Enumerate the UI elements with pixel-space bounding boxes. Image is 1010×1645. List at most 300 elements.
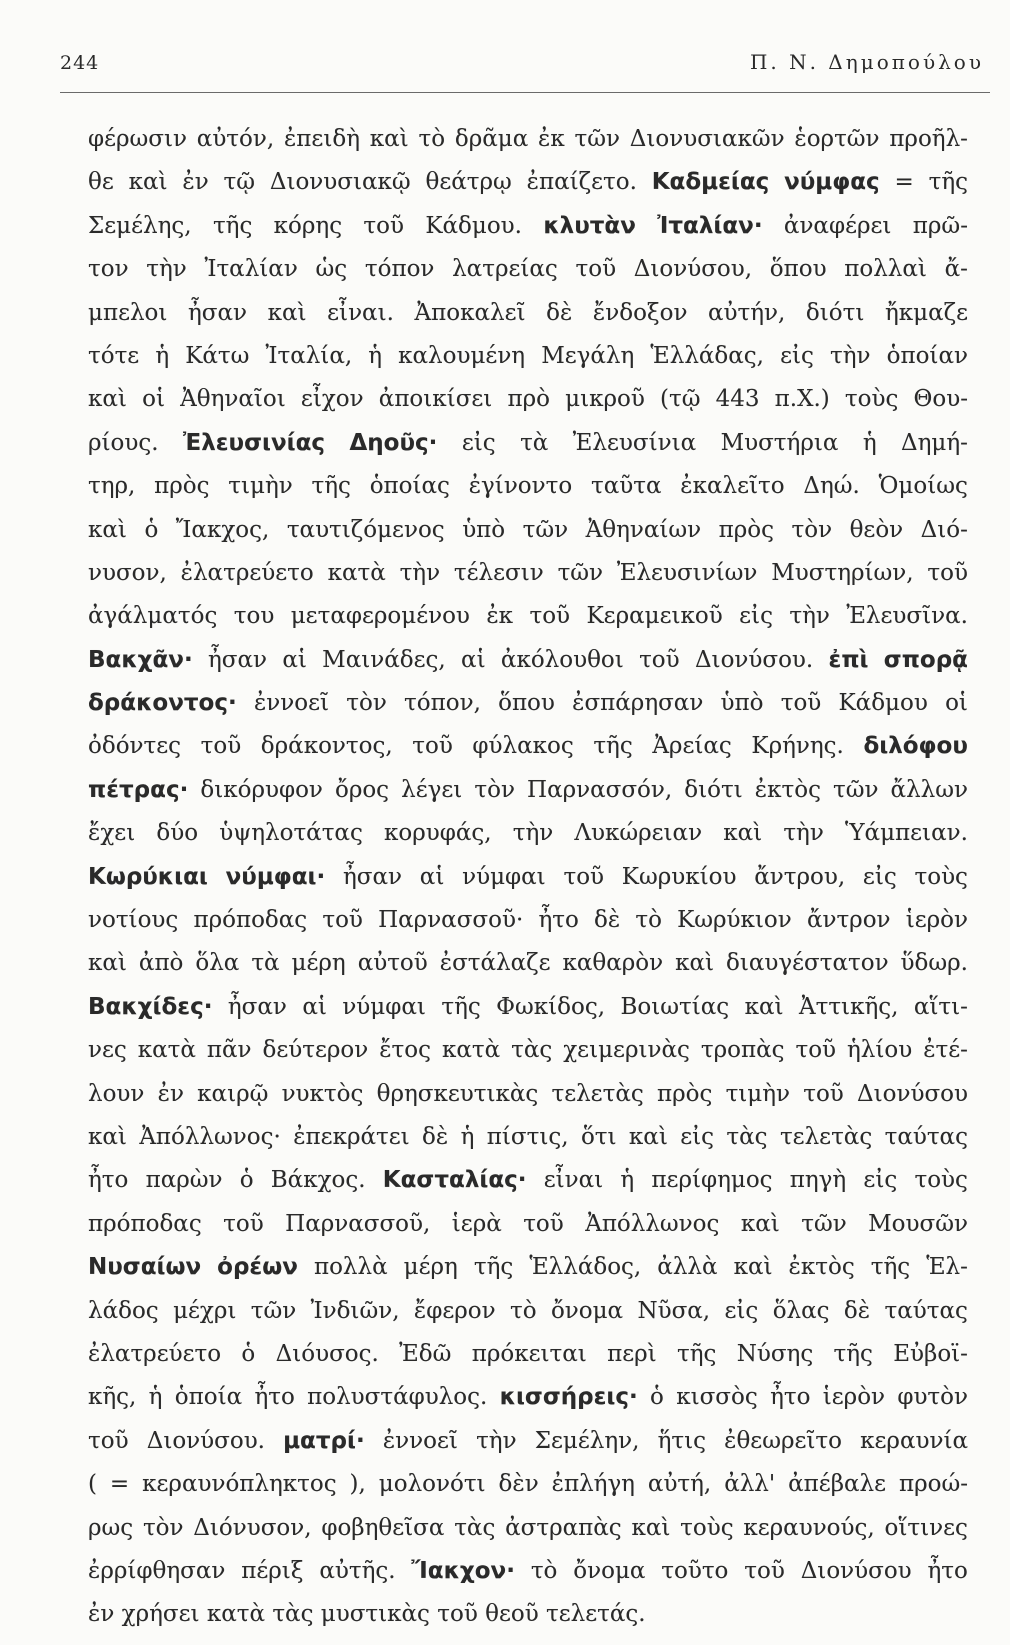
word: Σεμέλης, (88, 212, 192, 239)
word: ἤκμαζε (884, 299, 968, 326)
word: τοῦ (322, 907, 363, 934)
word: ὅλα (195, 950, 240, 977)
word: καὶ (88, 516, 127, 543)
term-word: Δηοῦς· (349, 429, 438, 456)
term-word: Καδμείας (651, 169, 770, 196)
word: οἱ (945, 690, 968, 717)
term-word: κισσήρεις· (499, 1384, 638, 1411)
word: τὸ (635, 907, 662, 934)
word: ὄνομα (573, 1557, 646, 1584)
word: νύμφαι (342, 993, 426, 1020)
term-word: ὀρέων (217, 1254, 298, 1281)
word: ὅτι (580, 1123, 617, 1150)
word: αἱ (461, 646, 486, 673)
word: ἔνδοξον (592, 299, 688, 326)
word: πολλαὶ (844, 256, 927, 283)
word: δράκοντος, (260, 733, 393, 760)
word: = (894, 169, 914, 196)
word: κεραυνόπληκτος (142, 1471, 337, 1498)
word: Διόυσος. (275, 1340, 379, 1367)
word: αἱ (419, 863, 445, 890)
word: τοῦ (639, 646, 680, 673)
word: φύλακος (472, 733, 574, 760)
word: ἡ (620, 1167, 635, 1194)
word: Διονύσου, (633, 256, 753, 283)
word: θρησκευτικὰς (376, 1080, 539, 1107)
text-line (88, 169, 968, 212)
word: ὅπου (498, 690, 555, 717)
word: νύμφαι (462, 863, 546, 890)
word: Διονύσου (800, 1557, 912, 1584)
word: κορυφάς, (384, 820, 492, 847)
term-word: νύμφας (784, 169, 880, 196)
word: ἐπειδὴ (283, 126, 360, 152)
word: πηγὴ (789, 1167, 847, 1194)
word: αἱ (282, 646, 307, 673)
word: ἐσπάρησαν (572, 690, 704, 717)
word: Ἀπόλλωνος· (139, 1123, 281, 1150)
word: τὸ (530, 1557, 558, 1584)
word: πολλὰ (313, 1254, 388, 1281)
word: Κωρύκιον (677, 907, 792, 934)
text-line (88, 1167, 968, 1210)
word: προῆλ- (889, 126, 968, 152)
word: ἱερὸν (905, 907, 968, 934)
word: Ἰταλία, (265, 342, 353, 369)
word: ( (88, 1471, 97, 1498)
word: 443 (715, 386, 760, 413)
word: Λυκώρειαν (574, 820, 703, 847)
word: πέριξ (241, 1557, 304, 1584)
word: νυσον, (88, 559, 167, 586)
word: ἡ (862, 429, 877, 456)
text-line (88, 647, 968, 690)
word: ἀστραπὰς (505, 1514, 622, 1541)
word: τοῦ (803, 1080, 844, 1107)
text-line (88, 994, 968, 1037)
word: Ἑλλάδος, (529, 1254, 642, 1281)
word: ἀπὸ (138, 950, 184, 977)
word: εἰς (724, 1297, 759, 1324)
word: Ἀθηναίων (585, 516, 702, 543)
text-line (88, 1037, 968, 1080)
word: καὶ (88, 386, 127, 413)
word: αὐτόν, (196, 126, 275, 152)
word: πολυστάφυλος. (307, 1384, 488, 1411)
page-header (60, 44, 990, 84)
text-line (88, 777, 968, 820)
word: ἐθεωρεῖτο (724, 1427, 842, 1454)
word: ἀπέβαλε (788, 1471, 887, 1498)
word: τοῦ (223, 1210, 264, 1237)
word: διότι (684, 776, 743, 803)
word: διαυγέστατον (726, 950, 889, 977)
word: ἦσαν (343, 863, 403, 890)
word: τοῦ (927, 559, 968, 586)
text-line (88, 126, 968, 169)
word: Μουσῶν (868, 1210, 968, 1237)
word: Κρήνης. (751, 733, 844, 760)
word: Κεραμεικοῦ (586, 603, 723, 630)
word: ὅλας (772, 1297, 830, 1324)
text-line (88, 430, 968, 473)
word: πρῶ- (912, 212, 968, 239)
word: τὴν (830, 342, 871, 369)
word: ἐρρίφθησαν (88, 1557, 226, 1584)
running-head: Π. Ν. Δημοπούλου (749, 50, 984, 74)
word: τῆς (311, 473, 351, 500)
word: Ἑλ- (926, 1254, 968, 1281)
term-word: ἐπὶ (828, 646, 869, 673)
word: ἔφερον (413, 1297, 496, 1324)
word: περὶ (607, 1340, 657, 1367)
word: τῆς (441, 993, 481, 1020)
word: τῶν (574, 126, 620, 152)
word: ὁ (241, 1340, 256, 1367)
word: τὰ (520, 429, 549, 456)
word: κεραυνούς, (743, 1514, 875, 1541)
word: καὶ (733, 1254, 773, 1281)
word: κισσὸς (676, 1384, 758, 1411)
word: τὰς (511, 1037, 553, 1064)
word: τὴν (399, 559, 441, 586)
word: θεάτρῳ (425, 169, 512, 196)
word: ὁ (239, 1167, 254, 1194)
word: τὸν (474, 776, 515, 803)
word: τὴν (512, 820, 554, 847)
word: δὲ (843, 1297, 871, 1324)
word: καὶ (675, 950, 715, 977)
text-line (88, 560, 968, 603)
text-line (88, 1081, 968, 1124)
word: Διό- (920, 516, 968, 543)
text-line (88, 300, 968, 343)
word: λατρείας (452, 256, 558, 283)
word: νες (88, 1037, 127, 1064)
word: τοῦ (563, 863, 605, 890)
word: ὁ (650, 1384, 664, 1411)
word: Φωκίδος, (496, 993, 606, 1020)
word: π.Χ.) (774, 386, 830, 413)
word: κόρης (273, 212, 343, 239)
term-word: Κασταλίας· (382, 1167, 527, 1194)
word: Διονυσιακῷ (269, 169, 411, 196)
word: τοῦ (795, 1037, 837, 1064)
word: ταύτας (884, 1123, 968, 1150)
term-word: κλυτὰν (543, 212, 636, 239)
text-line (88, 690, 968, 733)
word: Ἰνδιῶν, (310, 1297, 400, 1324)
word: εἰς (780, 342, 814, 369)
word: τοῦ (529, 603, 571, 630)
word: φυτὸν (897, 1384, 968, 1411)
word: τὸν (791, 516, 833, 543)
word: ταῦτα (591, 473, 662, 500)
word: δὲ (546, 299, 573, 326)
term-word: Ἐλευσινίας (183, 429, 326, 456)
term-word: σπορᾷ (883, 646, 968, 673)
word: εἰς (461, 429, 496, 456)
word: δικόρυφον (200, 776, 323, 803)
word: τοὺς (914, 863, 968, 890)
word: τοῦ (523, 1210, 564, 1237)
word: ἐν (88, 1601, 115, 1628)
word: τὰ (251, 950, 280, 977)
word: Μυστήρια (720, 429, 839, 456)
text-line (88, 1254, 968, 1297)
word: ἡ (155, 342, 170, 369)
word: τὸν (346, 690, 387, 717)
word: μπελοι (88, 299, 168, 326)
word: καὶ (88, 950, 127, 977)
word: ἦτο (254, 1384, 295, 1411)
word: ὡς (315, 256, 348, 283)
word: πρόκειται (471, 1340, 587, 1367)
word: ἐλατρεύετο (88, 1340, 222, 1367)
header-rule (60, 92, 990, 93)
word: τιμὴν (725, 1080, 791, 1107)
word: ἐστάλαζε (439, 950, 551, 977)
page-number: 244 (60, 52, 100, 74)
word: Βοιωτίας (620, 993, 730, 1020)
word: Ἐλευσίνια (572, 429, 697, 456)
word: ὁ (144, 516, 159, 543)
word: Κάδμου. (425, 212, 522, 239)
word: τον (88, 256, 129, 283)
word: ὑψηλοτάτας (219, 820, 363, 847)
word: οἵτινες (884, 1514, 968, 1541)
word: Διόνυσον, (193, 1514, 312, 1541)
word: καιρῷ (197, 1080, 269, 1107)
word: καὶ (744, 993, 784, 1020)
word: αὐτήν, (708, 299, 786, 326)
word: ἱερὸν (822, 1384, 886, 1411)
word: εἰς (862, 863, 897, 890)
word: τόπον, (404, 690, 481, 717)
word: τοῦ (412, 733, 453, 760)
word: τὴν (789, 603, 830, 630)
word: τηρ, (88, 473, 136, 500)
word: χειμερινὰς (563, 1037, 690, 1064)
word: ἐννοεῖ (253, 690, 330, 717)
word: Ἀττικῆς, (799, 993, 899, 1020)
word: μικροῦ (565, 386, 645, 413)
word: τοῦ (575, 256, 617, 283)
word: καὶ (628, 1123, 668, 1150)
word: ταύτας (884, 1297, 968, 1324)
word: = (109, 1471, 130, 1498)
word: τῆς (677, 1340, 717, 1367)
word: ἄντρου, (754, 863, 846, 890)
word: τοῦ (780, 690, 822, 717)
word: Θου- (913, 386, 968, 413)
word: τῆς (593, 733, 633, 760)
word: ὁποία (174, 1384, 243, 1411)
word: πρόποδας (193, 907, 308, 934)
text-line (88, 864, 968, 907)
word: (τῷ (660, 386, 701, 413)
word: μέρη (403, 1254, 458, 1281)
word: ἀναφέρει (783, 212, 892, 239)
word: ἄντρον (806, 907, 891, 934)
word: ὁποίας (369, 473, 450, 500)
word: τιμὴν (228, 473, 293, 500)
word: παρὼν (145, 1167, 223, 1194)
text-line (88, 1601, 968, 1644)
word: λέγει (401, 776, 463, 803)
word: ἐκαλεῖτο (680, 473, 785, 500)
word: ἐκ (486, 603, 514, 630)
word: τότε (88, 342, 140, 369)
word: Διονύσου. (694, 646, 814, 673)
word: Ἴακχος, (175, 516, 270, 543)
text-line (88, 603, 968, 646)
word: εἶχον (300, 386, 364, 413)
word: τῶν (833, 776, 879, 803)
word: ἐγίνοντο (468, 473, 573, 500)
word: δεύτερον (262, 1037, 369, 1064)
word: αἵτι- (913, 993, 968, 1020)
word: τῆς (928, 169, 968, 196)
word: τὴν (783, 820, 824, 847)
word: καθαρὸν (562, 950, 664, 977)
word: ἦσαν (188, 299, 248, 326)
word: δρᾶμα (454, 126, 529, 152)
word: ὑπὸ (720, 690, 764, 717)
word: κεραυνία (860, 1427, 968, 1454)
word: τοὺς (914, 1167, 968, 1194)
word: τόπον (364, 256, 435, 283)
word: ὄρος (334, 776, 390, 803)
text-line (88, 517, 968, 560)
word: κῆς, (88, 1384, 137, 1411)
word: Ἀποκαλεῖ (414, 299, 526, 326)
word: Κωρυκίου (621, 863, 737, 890)
term-word: Βακχᾶν· (88, 646, 193, 673)
word: Διονύσου (857, 1080, 968, 1107)
word: καὶ (88, 1123, 127, 1150)
text-line (88, 1384, 968, 1427)
word: εἰς (739, 603, 773, 630)
word: ἦτο (927, 1557, 968, 1584)
word: ἦσαν (227, 993, 287, 1020)
word: ἡλίου (847, 1037, 913, 1064)
word: θε (88, 169, 114, 196)
word: τοῦτο (661, 1557, 729, 1584)
text-line (88, 1124, 968, 1167)
word: ἀλλ' (724, 1471, 776, 1498)
word: προώ- (898, 1471, 968, 1498)
word: ἀποικίσει (378, 386, 493, 413)
word: τῶν (250, 1297, 297, 1324)
word: τῶν (801, 1210, 847, 1237)
word: Σεμέλην, (534, 1427, 640, 1454)
word: τῶν (557, 559, 604, 586)
word: δὲ (593, 907, 621, 934)
word: τὴν (476, 1427, 517, 1454)
word: τὰς (726, 1123, 768, 1150)
word: Κάτω (185, 342, 250, 369)
word: ἡ (148, 1384, 163, 1411)
word: καὶ (128, 169, 168, 196)
word: ἡ (460, 1123, 475, 1150)
text-line (88, 256, 968, 299)
word: ἐπλήγη (551, 1471, 635, 1498)
word: ὀδόντες (88, 733, 182, 760)
word: μέχρι (173, 1297, 237, 1324)
word: πρὸς (154, 473, 210, 500)
word: Κάδμου (838, 690, 928, 717)
word: κατὰ (441, 1037, 501, 1064)
word: αὐτῆς. (319, 1557, 396, 1584)
word: τῶν (522, 516, 569, 543)
term-word: Ἰταλίαν· (657, 212, 763, 239)
word: Διονύσου. (146, 1427, 265, 1454)
word: Μεγάλη (541, 342, 635, 369)
word: Ἀθηναῖοι (180, 386, 286, 413)
word: ἦσαν (208, 646, 268, 673)
word: θεὸν (849, 516, 904, 543)
word: Μυστηρίων, (771, 559, 914, 586)
word: διότι (805, 299, 865, 326)
text-line (88, 1211, 968, 1254)
text-line (88, 1471, 968, 1514)
word: ὁποίαν (886, 342, 968, 369)
word: καὶ (267, 299, 307, 326)
word: δὲν (498, 1471, 539, 1498)
word: ἐκτὸς (788, 1254, 855, 1281)
word: τελετὰς (551, 1080, 644, 1107)
term-word: Νυσαίων (88, 1254, 202, 1281)
word: ἄ- (944, 256, 968, 283)
word: τοὺς (844, 386, 899, 413)
word: Βάκχος. (270, 1167, 366, 1194)
text-line (88, 820, 968, 863)
word: ἐκτὸς (754, 776, 821, 803)
word: καὶ (631, 1514, 671, 1541)
word: αἱ (302, 993, 327, 1020)
word: Ἰταλίαν (204, 256, 298, 283)
word: ἐννοεῖ (382, 1427, 458, 1454)
word: καὶ (740, 1210, 780, 1237)
word: Ἐλευσινίων (616, 559, 758, 586)
word: ἀκόλουθοι (500, 646, 624, 673)
word: τὸ (418, 126, 446, 152)
word: τοῦ (437, 1601, 478, 1628)
word: κατὰ (137, 1037, 196, 1064)
word: πρὸς (656, 1080, 713, 1107)
word: ρίους. (88, 429, 159, 456)
word: Ἀρείας (652, 733, 732, 760)
word: ἐπαίζετο. (526, 169, 637, 196)
word: Ἑλλάδας, (650, 342, 764, 369)
word: ὑπὸ (462, 516, 506, 543)
word: τοῦ (88, 1427, 129, 1454)
term-word: Κωρύκιαι (88, 863, 208, 890)
word: ἄλλων (890, 776, 968, 803)
word: καλουμένη (398, 342, 526, 369)
word: εἰς (680, 1123, 715, 1150)
word: ἐτέ- (923, 1037, 968, 1064)
word: ὅπου (769, 256, 827, 283)
word: τὰς (454, 1514, 496, 1541)
word: ἔτος (379, 1037, 432, 1064)
word: ἀγάλματός (88, 603, 218, 630)
word: ἐλατρεύετο (180, 559, 314, 586)
word: Ἐδῶ (399, 1340, 452, 1367)
word: νυκτὸς (281, 1080, 364, 1107)
word: Εὐβοϊ- (893, 1340, 968, 1367)
